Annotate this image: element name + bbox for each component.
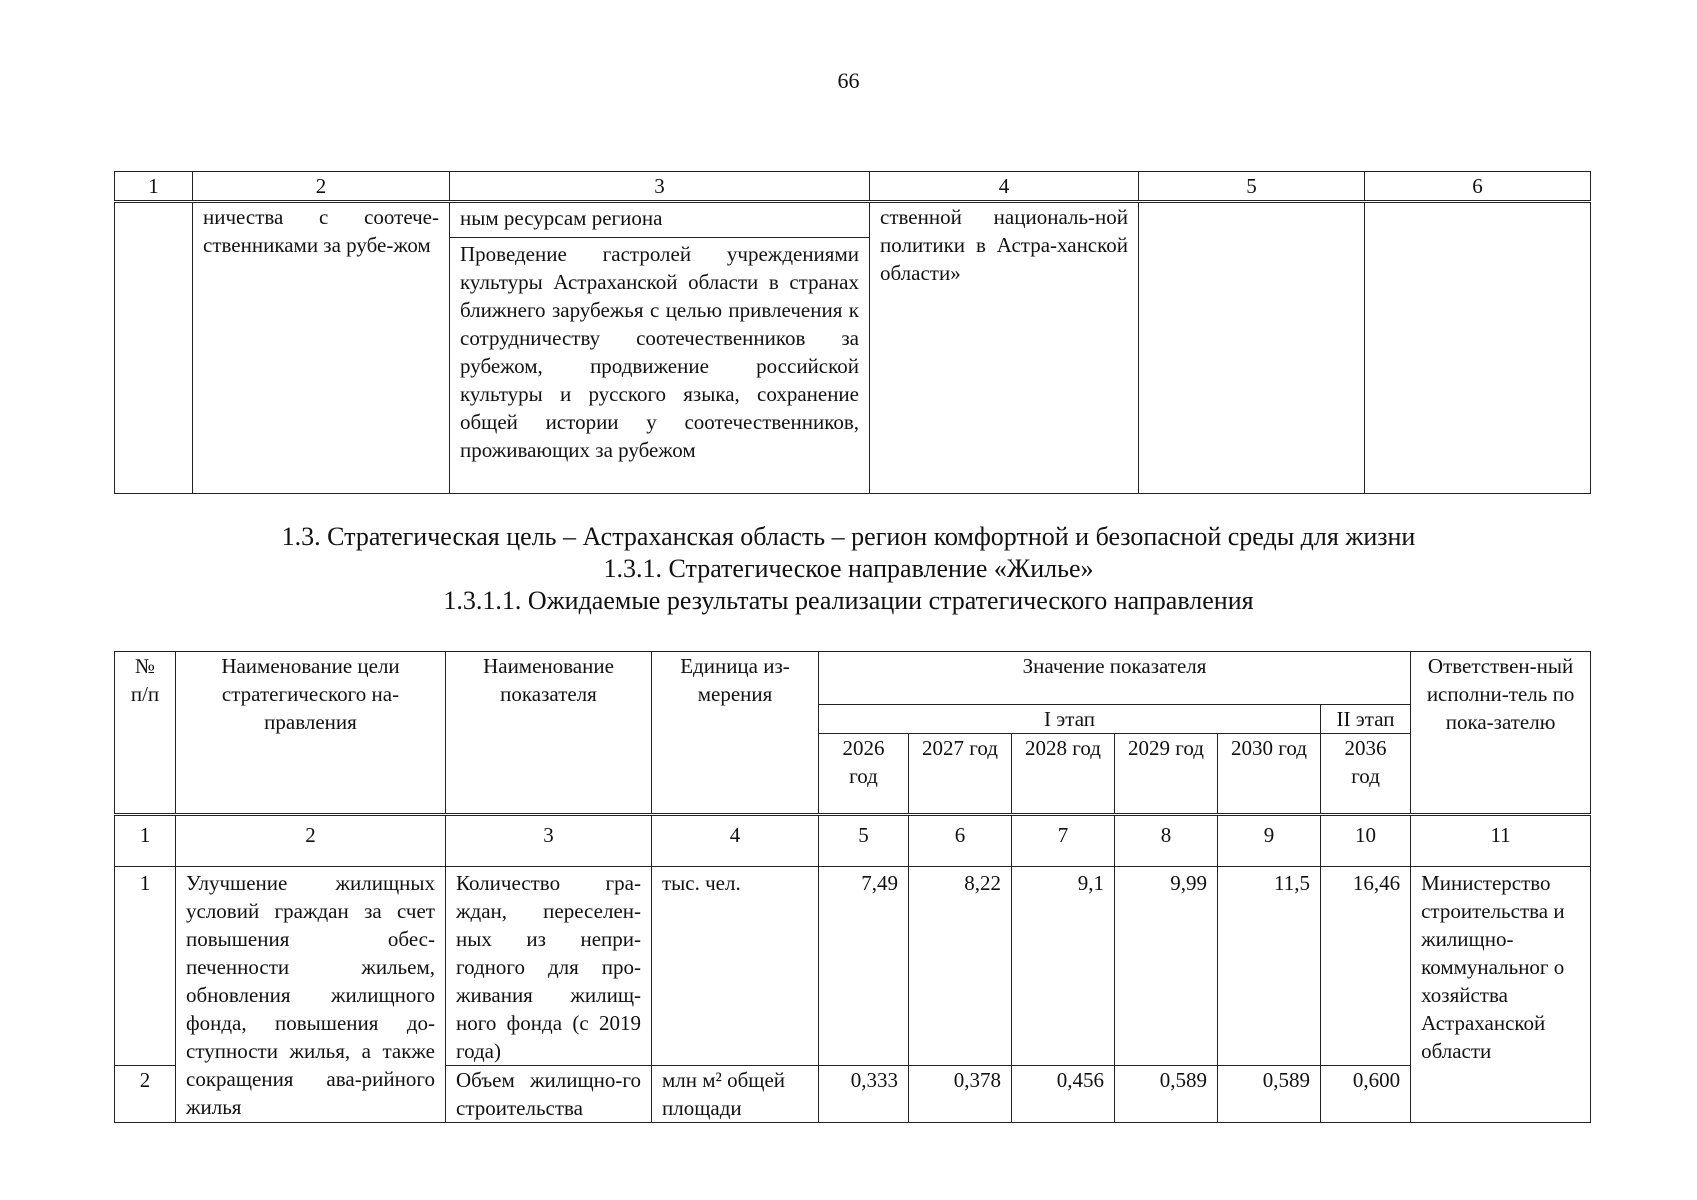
header-unit: Единица из-мерения — [652, 652, 819, 815]
event-cell — [450, 202, 870, 494]
table-header-row — [115, 172, 1591, 202]
continued-table — [114, 171, 1591, 494]
value-cell: 9,99 — [1115, 867, 1218, 1066]
value-cell: 0,333 — [819, 1066, 909, 1123]
page-number: 66 — [837, 68, 860, 93]
header-year: 2036 год — [1321, 734, 1411, 815]
header-year: 2030 год — [1218, 734, 1321, 815]
event-description: Проведение гастролей учреждениями культуры Астраханской области в странах ближнего зарубежья с целью привлечения к сотрудничеству соотечественников за рубежом, продвижение российской культуры и русского языка, сохранение общей истории у соотечественников, проживающих за рубежом — [460, 242, 859, 462]
header-stage-1: I этап — [819, 705, 1321, 734]
column-number-row — [115, 815, 1591, 867]
responsible-cell: Министерство строительства и жилищно-коммунальног о хозяйства Астраханской области — [1411, 867, 1591, 1123]
header-year: 2028 год — [1012, 734, 1115, 815]
program-cell: ственной националь-ной политики в Астра-ханской области» — [870, 202, 1139, 494]
empty-cell — [115, 202, 193, 494]
section-heading: 1.3. Стратегическая цель – Астраханская область – регион комфортной и безопасной среды для жизни — [281, 522, 1416, 551]
value-cell: 0,600 — [1321, 1066, 1411, 1123]
column-number: 8 — [1115, 815, 1218, 867]
column-number: 2 — [176, 815, 446, 867]
header-stage-2: II этап — [1321, 705, 1411, 734]
value-cell: 0,589 — [1115, 1066, 1218, 1123]
results-table — [114, 651, 1591, 1123]
column-number: 5 — [1139, 172, 1365, 202]
header-number: № п/п — [115, 652, 176, 815]
column-number: 6 — [1365, 172, 1591, 202]
unit-cell: тыс. чел. — [652, 867, 819, 1066]
table-row — [115, 867, 1591, 1066]
value-cell: 9,1 — [1012, 867, 1115, 1066]
column-number: 6 — [909, 815, 1012, 867]
value-cell: 0,378 — [909, 1066, 1012, 1123]
column-number: 5 — [819, 815, 909, 867]
header-goal: Наименование цели стратегического на-правления — [176, 652, 446, 815]
indicator-cell: Объем жилищно-го строительства — [446, 1066, 652, 1123]
indicator-cell: Количество гра-ждан, переселен-ных из непри-годного для про-живания жилищ-ного фонда (с 2019 года) — [446, 867, 652, 1066]
subsubsection-heading: 1.3.1.1. Ожидаемые результаты реализации стратегического направления — [443, 586, 1254, 615]
header-year: 2029 год — [1115, 734, 1218, 815]
header-value: Значение показателя — [819, 652, 1411, 705]
column-number: 10 — [1321, 815, 1411, 867]
column-number: 4 — [652, 815, 819, 867]
empty-cell — [1365, 202, 1591, 494]
row-number: 2 — [115, 1066, 176, 1123]
header-responsible: Ответствен-ный исполни-тель по пока-зателю — [1411, 652, 1591, 815]
value-cell: 7,49 — [819, 867, 909, 1066]
header-year: 2026 год — [819, 734, 909, 815]
column-number: 2 — [193, 172, 450, 202]
value-cell: 8,22 — [909, 867, 1012, 1066]
column-number: 1 — [115, 172, 193, 202]
value-cell: 0,456 — [1012, 1066, 1115, 1123]
column-number: 3 — [450, 172, 870, 202]
goal-cell: Улучшение жилищных условий граждан за счет повышения обес-печенности жильем, обновления жилищного фонда, повышения до-ступности жилья, а также сокращения ава-рийного жилья — [176, 867, 446, 1123]
column-number: 11 — [1411, 815, 1591, 867]
column-number: 7 — [1012, 815, 1115, 867]
column-number: 4 — [870, 172, 1139, 202]
value-cell: 0,589 — [1218, 1066, 1321, 1123]
table-row — [115, 202, 1591, 494]
task-cell: ничества с соотече-ственниками за рубе-жом — [193, 202, 450, 494]
column-number: 3 — [446, 815, 652, 867]
column-number: 1 — [115, 815, 176, 867]
header-row-1 — [115, 652, 1591, 705]
unit-cell: млн м² общей площади — [652, 1066, 819, 1123]
column-number: 9 — [1218, 815, 1321, 867]
subsection-heading: 1.3.1. Стратегическое направление «Жилье» — [603, 554, 1094, 583]
header-indicator: Наименование показателя — [446, 652, 652, 815]
header-year: 2027 год — [909, 734, 1012, 815]
value-cell: 11,5 — [1218, 867, 1321, 1066]
empty-cell — [1139, 202, 1365, 494]
event-continued-text: ным ресурсам региона — [450, 203, 869, 238]
value-cell: 16,46 — [1321, 867, 1411, 1066]
row-number: 1 — [115, 867, 176, 1066]
